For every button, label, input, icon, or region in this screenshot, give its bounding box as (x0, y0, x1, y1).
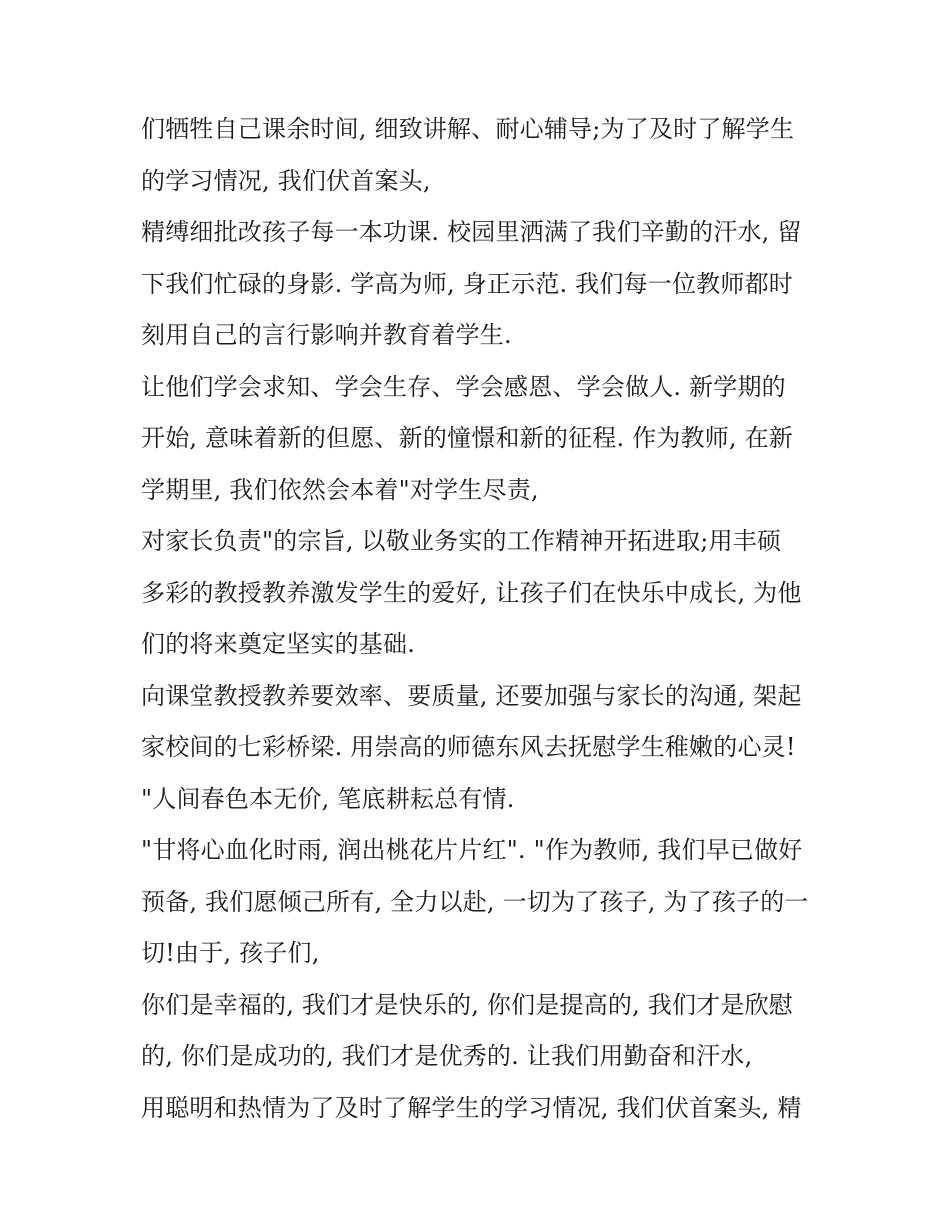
text-line-5: 刻用自己的言行影响并教育着学生. (141, 321, 512, 349)
text-line-12: 向课堂教授教养要效率、要质量, 还要加强与家长的沟通, 架起 (141, 681, 802, 710)
body-text (141, 104, 821, 1134)
text-line-10: 多彩的教授教养激发学生的爱好, 让孩子们在快乐中成长, 为他 (141, 578, 802, 607)
text-line-19: 的, 你们是成功的, 我们才是优秀的. 让我们用勤奋和汗水, (141, 1042, 753, 1070)
text-line-18: 你们是幸福的, 我们才是快乐的, 你们是提高的, 我们才是欣慰 (141, 990, 793, 1019)
text-line-17: 切!由于, 孩子们, (141, 939, 320, 967)
text-line-3: 精缚细批改孩子每一本功课. 校园里洒满了我们辛勤的汗水, 留 (141, 218, 802, 246)
text-line-13: 家校间的七彩桥梁. 用崇高的师德东风去抚慰学生稚嫩的心灵! (141, 733, 796, 761)
text-line-16: 预备, 我们愿倾己所有, 全力以赴, 一切为了孩子, 为了孩子的一 (141, 887, 809, 916)
text-line-20: 用聪明和热情为了及时了解学生的学习情况, 我们伏首案头, 精 (141, 1093, 802, 1122)
text-line-9: 对家长负责"的宗旨, 以敬业务实的工作精神开拓进取;用丰硕 (141, 527, 782, 555)
text-line-15: "甘将心血化时雨, 润出桃花片片红". "作为教师, 我们早已做好 (141, 836, 803, 864)
text-line-8: 学期里, 我们依然会本着"对学生尽责, (141, 475, 539, 504)
text-line-6: 让他们学会求知、学会生存、学会感恩、学会做人. 新学期的 (141, 372, 786, 401)
text-line-14: "人间春色本无价, 笔底耕耘总有情. (141, 784, 515, 813)
text-line-11: 们的将来奠定坚实的基础. (141, 630, 416, 658)
text-line-7: 开始, 意味着新的但愿、新的憧憬和新的征程. 作为教师, 在新 (141, 424, 793, 452)
text-line-1: 们牺牲自己课余时间, 细致讲解、耐心辅导;为了及时了解学生 (141, 115, 795, 143)
text-line-2: 的学习情况, 我们伏首案头, (141, 166, 431, 195)
text-line-4: 下我们忙碌的身影. 学高为师, 身正示范. 我们每一位教师都时 (141, 269, 793, 298)
